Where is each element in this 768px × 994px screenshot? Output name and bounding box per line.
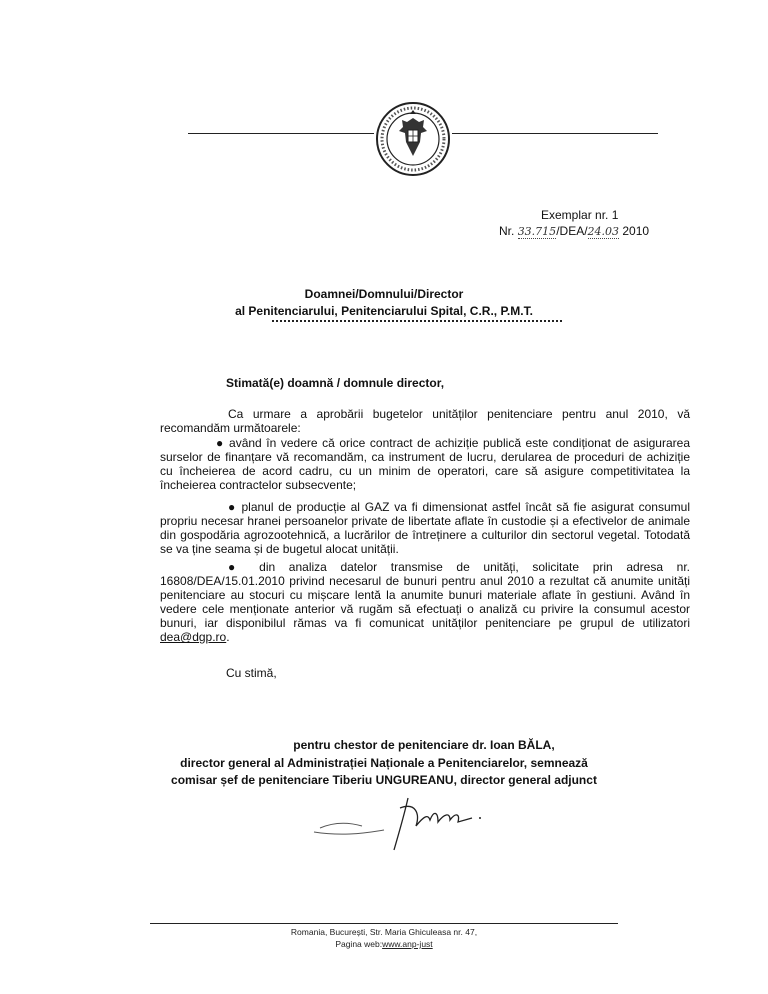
nr-handwritten: 33.715 xyxy=(517,225,557,238)
footer-web xyxy=(0,939,768,949)
header-rule-left xyxy=(188,133,374,134)
romanian-coat-of-arms-seal-icon xyxy=(374,100,452,178)
salutation: Stimată(e) doamnă / domnule director, xyxy=(226,376,445,390)
signature-line-3: comisar șef de penitenciare Tiberiu UNGUREANU, director general adjunct xyxy=(171,773,597,787)
closing: Cu stimă, xyxy=(226,666,277,680)
signature-line-2: director general al Administrației Naționale a Penitenciarelor, semnează xyxy=(180,756,588,770)
body-intro xyxy=(160,407,690,435)
bullet-2 xyxy=(160,500,690,556)
bullet-1 xyxy=(160,436,690,492)
email-link[interactable]: dea@dgp.ro xyxy=(160,630,227,645)
bullet-1-text: ● având în vedere că orice contract de achiziție publică este condiționat de asigurarea surselor de finanțare vă recomandăm, ca instrument de lucru, derularea de proceduri de achiziție cu încheierea de acord cadru, cu un minim de operatori, care să asigure competitivitatea la încheierea contractelor subsecvente; xyxy=(160,436,690,493)
registration-number xyxy=(499,224,649,238)
handwritten-signature xyxy=(300,792,500,852)
nr-prefix: Nr. xyxy=(499,224,515,238)
footer-web-prefix: Pagina web: xyxy=(335,939,383,949)
exemplar-number: Exemplar nr. 1 xyxy=(541,208,619,222)
signature-line-1: pentru chestor de penitenciare dr. Ioan BĂLA, xyxy=(293,738,555,752)
bullet-2-text: ● planul de producție al GAZ va fi dimensionat astfel încât să fie asigurat consumul propriu necesar hranei persoanelor private de libertate aflate în custodie și a efectivelor de animale din gospodăria agrozootehnică, a lucrărilor de întreținere a culturilor din sectorul vegetal. Totodată se va ține seama și de bugetul alocat unității. xyxy=(160,500,690,557)
header-rule-right xyxy=(452,133,658,134)
date-handwritten: 24.03 xyxy=(587,225,620,238)
addressee-dotted-line xyxy=(272,320,562,322)
addressee-line-2: al Penitenciarului, Penitenciarului Spital, C.R., P.M.T. xyxy=(235,304,533,318)
bullet-3-text: ● din analiza datelor transmise de unități, solicitate prin adresa nr. 16808/DEA/15.01.2010 privind necesarul de bunuri pentru anul 2010 a rezultat că anumite unități penitenciare au stocuri cu mișcare lentă la anumite bunuri materiale aflate în gestiuni. Având în vedere cele menționate anterior vă rugăm să efectuați o analiză cu privire la consumul acestor bunuri, iar disponibilul rămas va fi comunicat unităților penitenciare pe grupul de utilizatori xyxy=(160,560,690,631)
nr-year: 2010 xyxy=(622,224,650,238)
bullet-3 xyxy=(160,560,690,645)
bullet-3-paragraph xyxy=(160,560,690,645)
nr-middle: /DEA/ xyxy=(556,224,588,238)
bullet-3-end: . xyxy=(226,630,230,645)
addressee-line-1: Doamnei/Domnului/Director xyxy=(304,287,464,301)
footer-rule xyxy=(150,923,618,924)
footer-address: Romania, București, Str. Maria Ghiculeasa nr. 47, xyxy=(290,927,478,937)
intro-paragraph: Ca urmare a aprobării bugetelor unităților penitenciare pentru anul 2010, vă recomandăm următoarele: xyxy=(160,407,690,436)
footer-web-link[interactable]: www.anp-just xyxy=(382,939,433,949)
